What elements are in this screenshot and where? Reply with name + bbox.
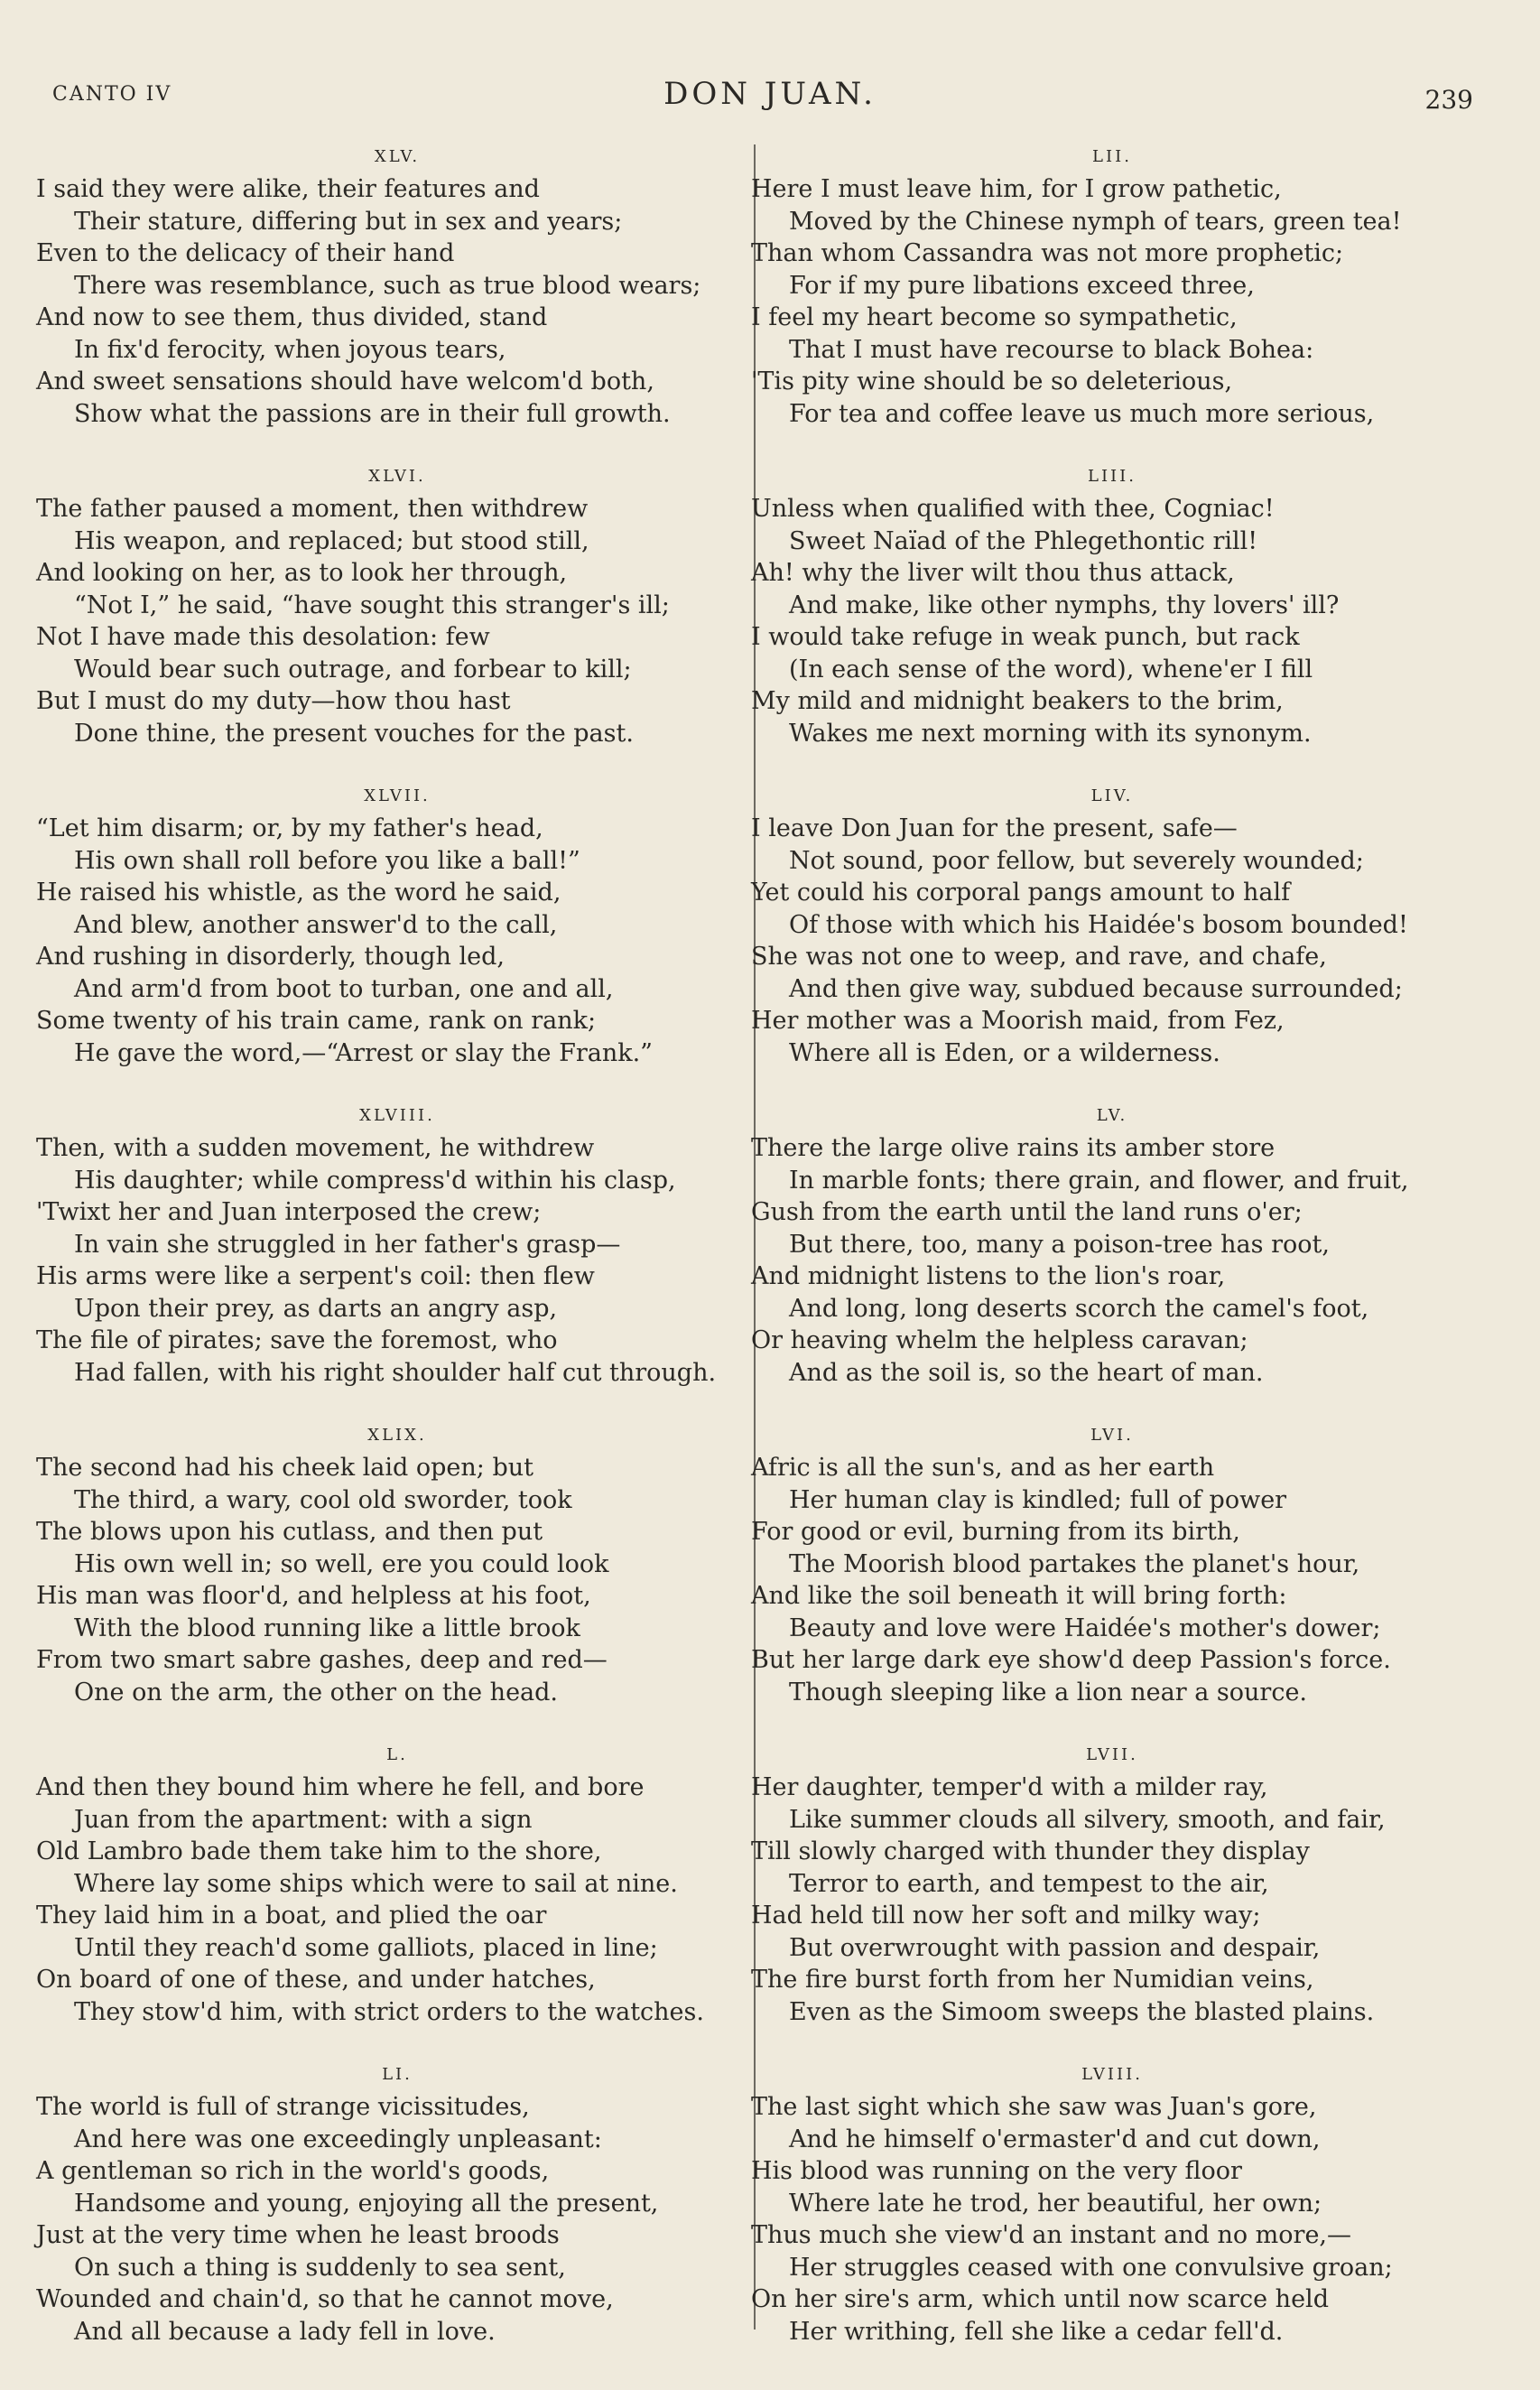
verse-line: Unless when qualified with thee, Cogniac! (751, 495, 1275, 523)
verse-line: Moved by the Chinese nymph of tears, green tea! (789, 207, 1402, 236)
verse-line: (In each sense of the word), whene'er I fill (789, 655, 1313, 684)
verse-line: He gave the word,—“Arrest or slay the Frank.” (74, 1038, 653, 1067)
page-title: DON JUAN. (663, 76, 877, 112)
verse-line: And make, like other nymphs, thy lovers' ill? (789, 591, 1340, 619)
verse-line: Till slowly charged with thunder they display (751, 1837, 1310, 1865)
verse-line: Where all is Eden, or a wilderness. (789, 1038, 1220, 1067)
verse-line: For if my pure libations exceed three, (789, 271, 1255, 300)
left-column (36, 144, 749, 2382)
stanza (36, 1743, 749, 2028)
stanza (751, 1103, 1464, 1389)
right-column (751, 144, 1464, 2382)
verse-line: And looking on her, as to look her through, (36, 559, 568, 587)
verse-line: Had held till now her soft and milky way; (751, 1902, 1261, 1930)
verse-line: Wounded and chain'd, so that he cannot move, (36, 2285, 614, 2313)
verse-line: Even to the delicacy of their hand (36, 239, 455, 267)
verse-line: I said they were alike, their features and (36, 175, 540, 203)
verse-line: My mild and midnight beakers to the brim, (751, 687, 1284, 715)
verse-line: Her mother was a Moorish maid, from Fez, (751, 1007, 1285, 1035)
verse-line: And like the soil beneath it will bring forth: (751, 1582, 1287, 1610)
stanza-number: LIII. (1087, 467, 1136, 486)
verse-line: The world is full of strange vicissitudes, (36, 2093, 530, 2121)
verse-line: 'Twixt her and Juan interposed the crew; (36, 1198, 542, 1226)
stanza (36, 464, 749, 749)
verse-line: Terror to earth, and tempest to the air, (789, 1869, 1269, 1898)
page-number: 239 (1424, 85, 1473, 115)
canto-label: CANTO IV (52, 83, 172, 106)
stanza (751, 1423, 1464, 1708)
verse-line: They laid him in a boat, and plied the oar (36, 1902, 547, 1930)
verse-line: His blood was running on the very floor (751, 2157, 1242, 2185)
verse-line: Just at the very time when he least broods (36, 2221, 560, 2249)
stanza-number: LV. (1096, 1106, 1128, 1125)
stanza-number: LII. (1092, 147, 1132, 166)
verse-line: On board of one of these, and under hatches, (36, 1966, 596, 1994)
verse-line: Like summer clouds all silvery, smooth, and fair, (789, 1805, 1386, 1834)
verse-line: One on the arm, the other on the head. (74, 1678, 559, 1706)
verse-line: His daughter; while compress'd within his clasp, (74, 1166, 676, 1195)
stanza-number: LIV. (1090, 786, 1134, 805)
stanza-number: LVIII. (1081, 2065, 1143, 2084)
verse-line: The third, a wary, cool old sworder, took (74, 1485, 572, 1514)
verse-line: Or heaving whelm the helpless caravan; (751, 1326, 1248, 1354)
verse-line: There the large olive rains its amber store (751, 1134, 1276, 1162)
verse-line: He raised his whistle, as the word he said, (36, 879, 561, 907)
verse-line: Their stature, differing but in sex and years; (74, 207, 623, 236)
verse-line: His weapon, and replaced; but stood still, (74, 526, 589, 555)
stanza-number: XLV. (374, 147, 421, 166)
verse-line: Beauty and love were Haidée's mother's dower; (789, 1613, 1381, 1642)
verse-line: And rushing in disorderly, though led, (36, 943, 505, 971)
verse-line: But her large dark eye show'd deep Passion's force. (751, 1646, 1391, 1674)
stanza (751, 464, 1464, 749)
stanza-number: XLVI. (368, 467, 426, 486)
stanza-number: L. (386, 1745, 408, 1764)
verse-line: 'Tis pity wine should be so deleterious, (751, 367, 1233, 395)
verse-line: The last sight which she saw was Juan's gore, (751, 2093, 1317, 2121)
verse-line: And blew, another answer'd to the call, (74, 910, 558, 939)
verse-line: The fire burst forth from her Numidian veins, (751, 1966, 1314, 1994)
verse-line: Her struggles ceased with one convulsive groan; (789, 2253, 1393, 2282)
stanza (36, 1423, 749, 1708)
verse-line: Of those with which his Haidée's bosom bounded! (789, 910, 1408, 939)
stanza (751, 1743, 1464, 2028)
verse-line: His own shall roll before you like a ball!” (74, 846, 580, 875)
stanza (36, 1103, 749, 1389)
verse-line: And sweet sensations should have welcom'd both, (36, 367, 654, 395)
verse-line: Thus much she view'd an instant and no more,— (751, 2221, 1352, 2249)
verse-line: The file of pirates; save the foremost, who (36, 1326, 558, 1354)
verse-line: On such a thing is suddenly to sea sent, (74, 2253, 566, 2282)
verse-line: Afric is all the sun's, and as her earth (751, 1454, 1215, 1482)
verse-line: Juan from the apartment: with a sign (74, 1805, 533, 1834)
verse-line: Ah! why the liver wilt thou thus attack, (751, 559, 1235, 587)
verse-line: She was not one to weep, and rave, and chafe, (751, 943, 1327, 971)
verse-line: And as the soil is, so the heart of man. (789, 1358, 1264, 1387)
verse-line: Upon their prey, as darts an angry asp, (74, 1294, 558, 1323)
verse-line: His man was floor'd, and helpless at his foot, (36, 1582, 591, 1610)
stanza-number: LI. (382, 2065, 413, 2084)
verse-line: They stow'd him, with strict orders to the watches. (74, 1997, 704, 2026)
verse-line: But there, too, many a poison-tree has root, (789, 1230, 1330, 1259)
verse-line: Her human clay is kindled; full of power (789, 1485, 1287, 1514)
verse-line: Where lay some ships which were to sail at nine. (74, 1869, 678, 1898)
verse-line: In marble fonts; there grain, and flower, and fruit, (789, 1166, 1409, 1195)
stanza-number: XLIX. (367, 1426, 427, 1445)
verse-line: Had fallen, with his right shoulder half cut through. (74, 1358, 717, 1387)
verse-line: That I must have recourse to black Bohea: (789, 335, 1314, 364)
verse-line: Her daughter, temper'd with a milder ray, (751, 1773, 1268, 1801)
verse-line: In vain she struggled in her father's grasp— (74, 1230, 621, 1259)
verse-line: For tea and coffee leave us much more serious, (789, 399, 1375, 428)
verse-line: Her writhing, fell she like a cedar fell'd. (789, 2317, 1284, 2346)
verse-line: His own well in; so well, ere you could look (74, 1549, 609, 1578)
verse-line: The second had his cheek laid open; but (36, 1454, 533, 1482)
stanza (751, 784, 1464, 1069)
verse-line: For good or evil, burning from its birth, (751, 1518, 1240, 1546)
stanza-number: XLVII. (364, 786, 431, 805)
stanza (751, 144, 1464, 430)
verse-line: I feel my heart become so sympathetic, (751, 303, 1238, 331)
verse-line: Until they reach'd some galliots, placed in line; (74, 1933, 658, 1962)
verse-line: Show what the passions are in their full growth. (74, 399, 671, 428)
stanza (751, 2062, 1464, 2348)
verse-line: Here I must leave him, for I grow pathetic, (751, 175, 1282, 203)
verse-line: The father paused a moment, then withdrew (36, 495, 589, 523)
verse-line: Even as the Simoom sweeps the blasted plains. (789, 1997, 1375, 2026)
verse-line: There was resemblance, such as true blood wears; (74, 271, 701, 300)
stanza-number: XLVIII. (359, 1106, 435, 1125)
verse-line: Though sleeping like a lion near a source. (789, 1678, 1308, 1706)
verse-line: And then give way, subdued because surrounded; (789, 974, 1403, 1003)
verse-line: Old Lambro bade them take him to the shore, (36, 1837, 602, 1865)
verse-line: And now to see them, thus divided, stand (36, 303, 548, 331)
stanza (36, 2062, 749, 2348)
verse-line: On her sire's arm, which until now scarce held (751, 2285, 1329, 2313)
verse-line: Would bear such outrage, and forbear to kill; (74, 655, 632, 684)
verse-line: A gentleman so rich in the world's goods, (36, 2157, 550, 2185)
verse-line: The Moorish blood partakes the planet's hour, (789, 1549, 1360, 1578)
verse-line: I would take refuge in weak punch, but rack (751, 623, 1300, 651)
verse-line: From two smart sabre gashes, deep and red— (36, 1646, 608, 1674)
verse-line: Than whom Cassandra was not more prophetic; (751, 239, 1344, 267)
stanza (36, 784, 749, 1069)
verse-line: And then they bound him where he fell, and bore (36, 1773, 645, 1801)
verse-line: Where late he trod, her beautiful, her own; (789, 2189, 1322, 2218)
verse-line: But overwrought with passion and despair, (789, 1933, 1321, 1962)
stanza-number: LVII. (1086, 1745, 1138, 1764)
verse-line: “Not I,” he said, “have sought this stranger's ill; (74, 591, 670, 619)
page-header (0, 0, 1540, 126)
stanza-number: LVI. (1090, 1426, 1134, 1445)
verse-line: Not sound, poor fellow, but severely wounded; (789, 846, 1364, 875)
verse-line: “Let him disarm; or, by my father's head, (36, 814, 543, 842)
verse-line: And midnight listens to the lion's roar, (751, 1262, 1226, 1290)
verse-line: And all because a lady fell in love. (74, 2317, 496, 2346)
verse-line: But I must do my duty—how thou hast (36, 687, 511, 715)
verse-line: Some twenty of his train came, rank on rank; (36, 1007, 597, 1035)
verse-line: Wakes me next morning with its synonym. (789, 719, 1312, 748)
stanza (36, 144, 749, 430)
verse-line: And long, long deserts scorch the camel's foot, (789, 1294, 1369, 1323)
verse-line: His arms were like a serpent's coil: then flew (36, 1262, 595, 1290)
verse-line: And arm'd from boot to turban, one and all, (74, 974, 614, 1003)
verse-line: Sweet Naïad of the Phlegethontic rill! (789, 526, 1258, 555)
verse-line: With the blood running like a little brook (74, 1613, 580, 1642)
verse-line: Done thine, the present vouches for the past. (74, 719, 634, 748)
verse-line: Then, with a sudden movement, he withdrew (36, 1134, 595, 1162)
verse-line: And here was one exceedingly unpleasant: (74, 2125, 602, 2153)
verse-line: The blows upon his cutlass, and then put (36, 1518, 543, 1546)
verse-line: I leave Don Juan for the present, safe— (751, 814, 1238, 842)
verse-line: In fix'd ferocity, when joyous tears, (74, 335, 506, 364)
verse-line: Gush from the earth until the land runs o'er; (751, 1198, 1303, 1226)
verse-line: Not I have made this desolation: few (36, 623, 490, 651)
verse-line: And he himself o'ermaster'd and cut down, (789, 2125, 1321, 2153)
verse-line: Handsome and young, enjoying all the present, (74, 2189, 659, 2218)
verse-line: Yet could his corporal pangs amount to half (751, 879, 1291, 907)
